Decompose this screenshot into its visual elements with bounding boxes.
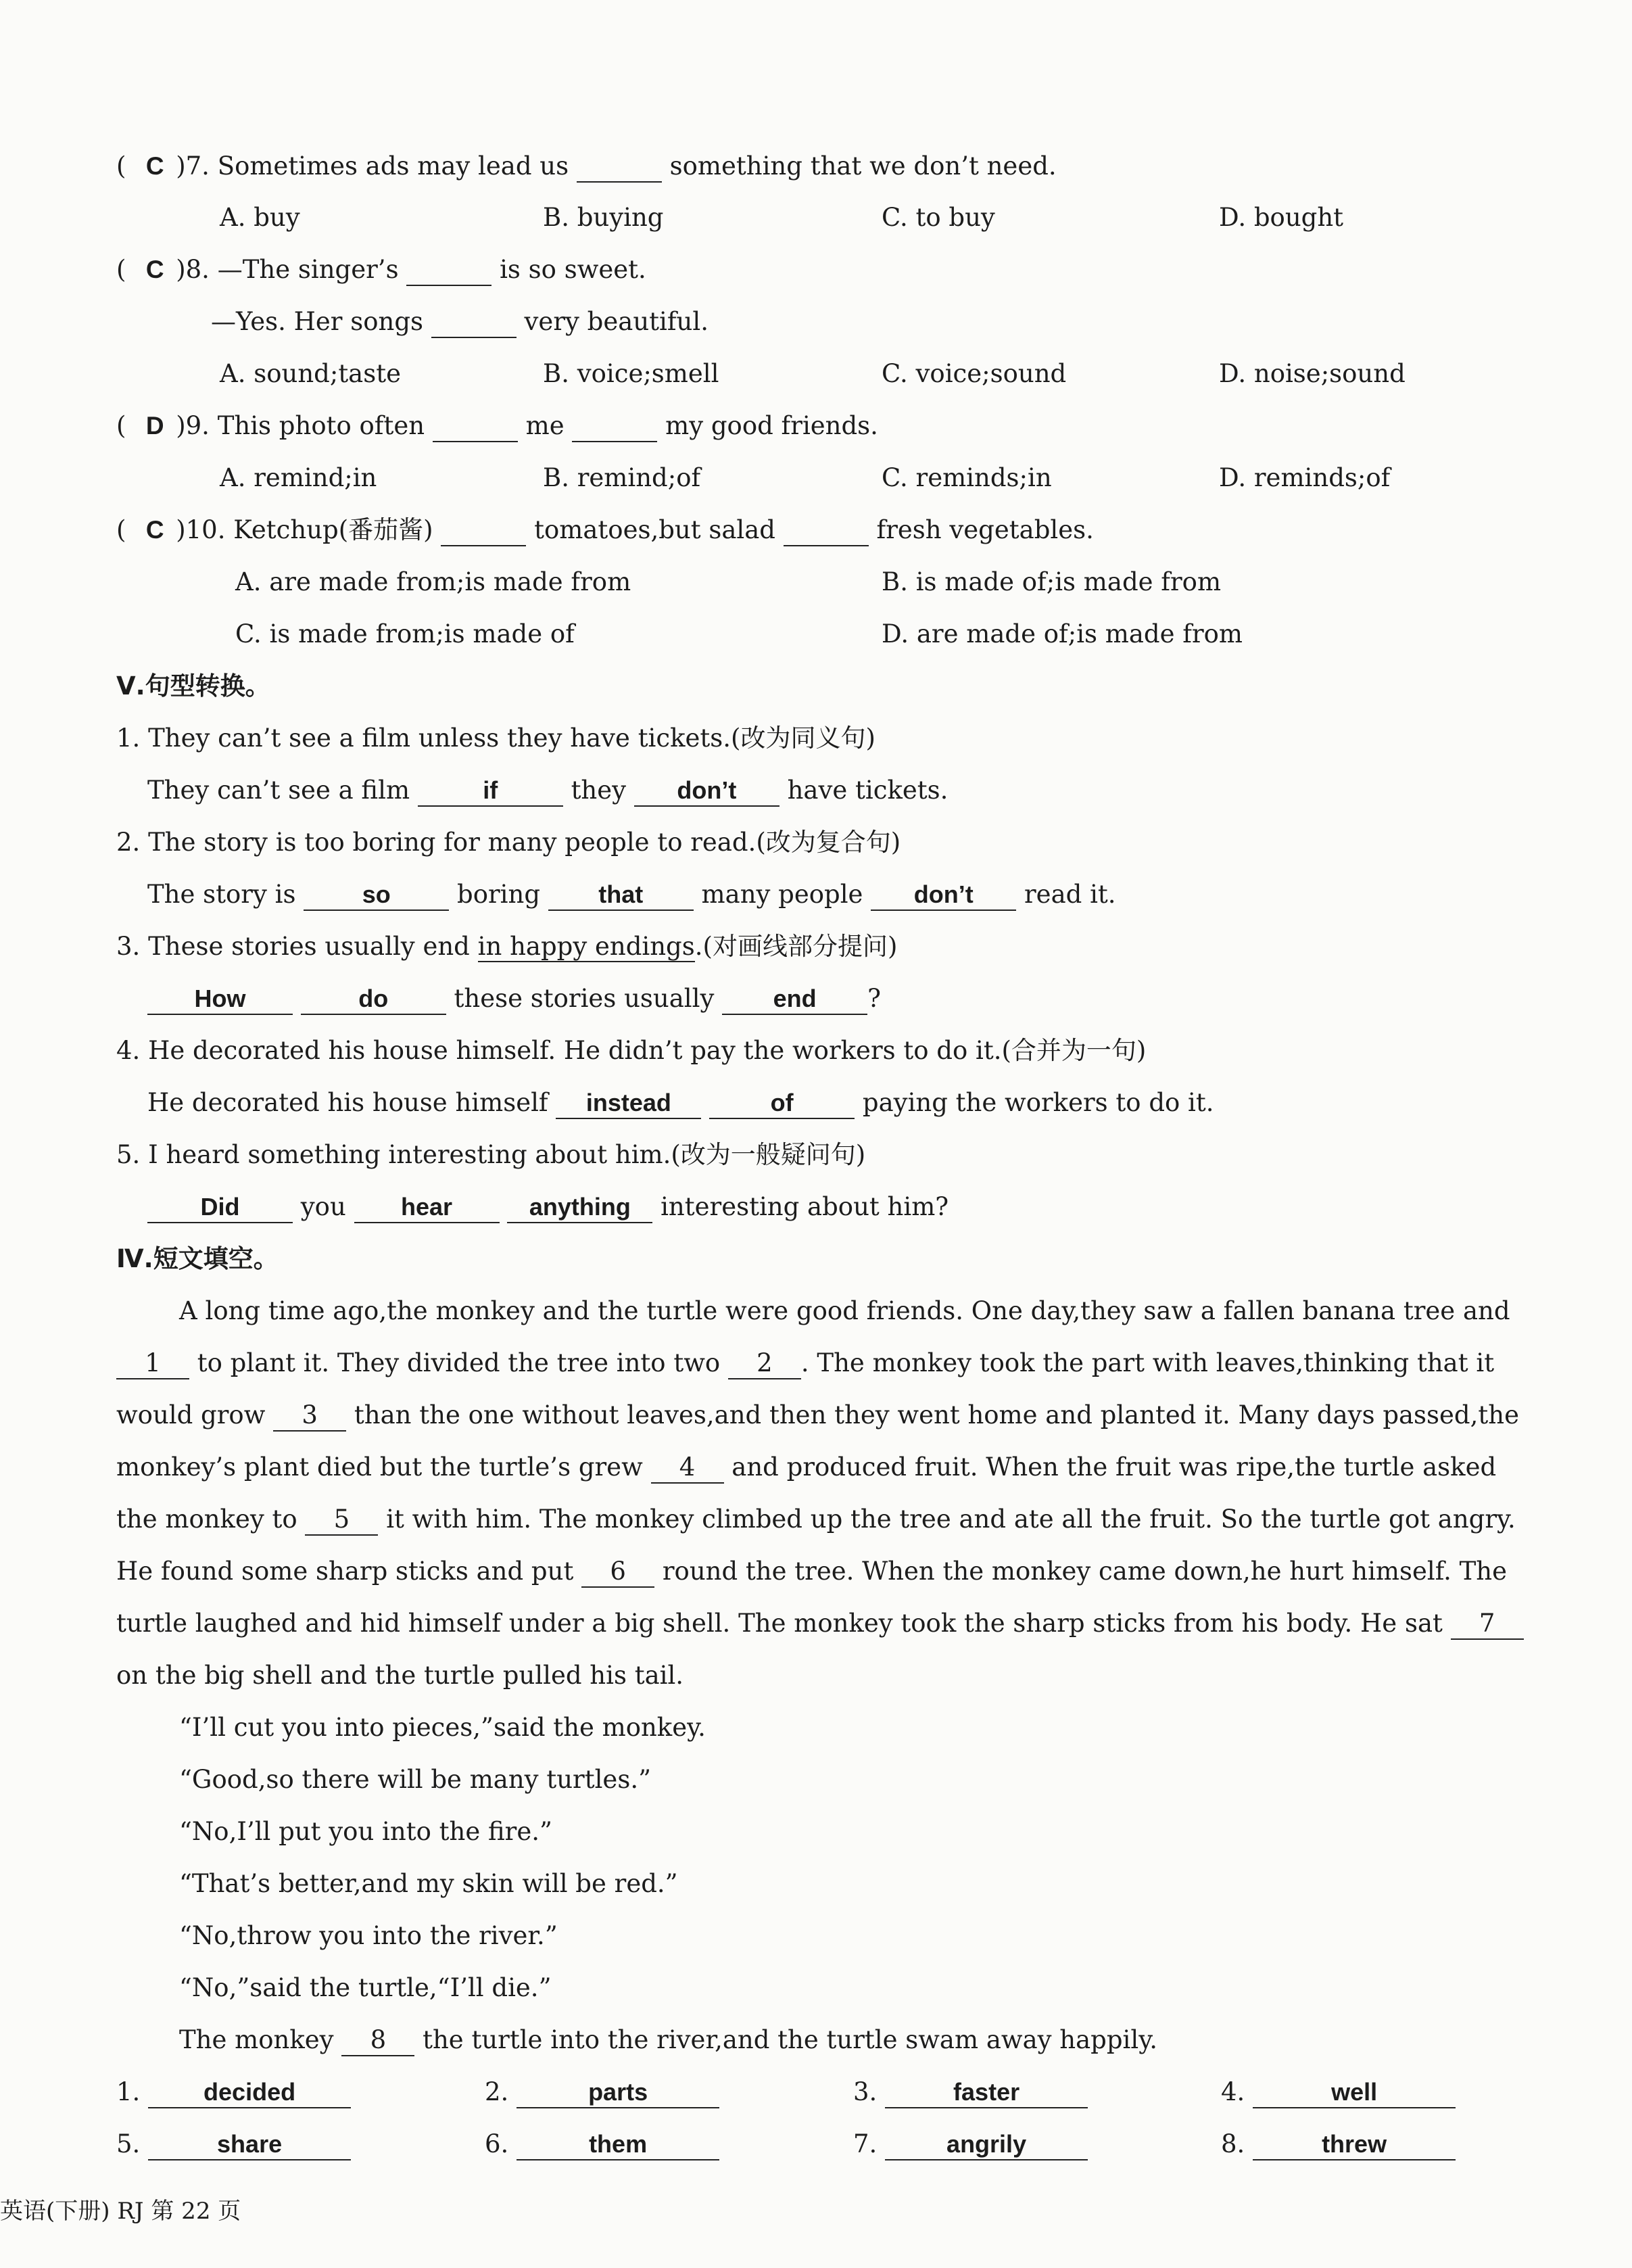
blank	[431, 307, 517, 338]
transform-q5-answer: Did you hear anything interesting about him?	[147, 1191, 949, 1223]
answer-item: 3. faster	[853, 2076, 1088, 2108]
passage-blank: 1	[116, 1348, 189, 1379]
option: B. buying	[543, 203, 664, 232]
mc-question-7: ( C )7. Sometimes ads may lead us something that we don’t need.	[116, 150, 1057, 183]
passage-line: 1 to plant it. They divided the tree into two 2 . The monkey took the part with leaves,thinking that it	[116, 1347, 1494, 1379]
answer-blank: hear	[354, 1192, 500, 1223]
passage-blank: 7	[1451, 1609, 1524, 1640]
answer-blank: How	[147, 984, 293, 1015]
answer-blank: if	[418, 776, 563, 807]
mc-answer: C	[145, 256, 164, 283]
blank	[572, 411, 657, 442]
option: C. reminds;in	[882, 463, 1052, 492]
passage-line: the monkey to 5 it with him. The monkey climbed up the tree and ate all the fruit. So the turtle got angry.	[116, 1503, 1516, 1536]
transform-q3-prompt: 3. These stories usually end in happy endings.(对画线部分提问)	[116, 932, 898, 961]
answer-blank: threw	[1253, 2129, 1456, 2160]
transform-q2-prompt: 2. The story is too boring for many people to read.(改为复合句)	[116, 828, 901, 857]
answer-blank: don’t	[634, 776, 779, 807]
passage-blank: 3	[273, 1400, 346, 1432]
transform-q5-prompt: 5. I heard something interesting about him.(改为一般疑问句)	[116, 1140, 866, 1169]
answer-blank: end	[722, 984, 867, 1015]
option: C. to buy	[882, 203, 995, 232]
answer-item: 2. parts	[485, 2076, 719, 2108]
blank	[406, 255, 491, 286]
option: C. is made from;is made of	[235, 619, 575, 648]
transform-q1-answer: They can’t see a film if they don’t have tickets.	[147, 774, 948, 807]
passage-blank: 2	[728, 1348, 801, 1379]
page-footer: 英语(下册) RJ 第 22 页	[0, 2198, 241, 2225]
answer-blank: parts	[517, 2077, 719, 2108]
dialogue-line: “No,”said the turtle,“I’ll die.”	[179, 1973, 552, 2002]
passage-line: on the big shell and the turtle pulled his tail.	[116, 1661, 684, 1690]
dialogue-line: “I’ll cut you into pieces,”said the monkey.	[179, 1713, 706, 1742]
transform-q1-prompt: 1. They can’t see a film unless they have tickets.(改为同义句)	[116, 724, 875, 753]
transform-q3-answer: How do these stories usually end ?	[147, 983, 881, 1015]
option: B. voice;smell	[543, 359, 719, 388]
option: D. noise;sound	[1219, 359, 1406, 388]
passage-blank: 4	[651, 1452, 724, 1484]
answer-blank: do	[301, 984, 446, 1015]
mc-question-10: ( C )10. Ketchup(番茄酱) tomatoes,but salad fresh vegetables.	[116, 514, 1094, 546]
passage-line: turtle laughed and hid himself under a big shell. The monkey took the sharp sticks from his body. He sat 7	[116, 1607, 1524, 1640]
answer-blank: instead	[556, 1088, 701, 1119]
answer-blank: don’t	[871, 880, 1016, 911]
answer-item: 6. them	[485, 2128, 719, 2160]
passage-line: He found some sharp sticks and put 6 round the tree. When the monkey came down,he hurt himself. The	[116, 1555, 1507, 1588]
answer-blank: them	[517, 2129, 719, 2160]
answer-blank: of	[709, 1088, 855, 1119]
dialogue-line: “No,throw you into the river.”	[179, 1921, 558, 1950]
option: D. bought	[1219, 203, 1344, 232]
transform-q4-answer: He decorated his house himself instead of paying the workers to do it.	[147, 1087, 1214, 1119]
transform-q4-prompt: 4. He decorated his house himself. He didn’t pay the workers to do it.(合并为一句)	[116, 1036, 1147, 1065]
dialogue-line: “No,I’ll put you into the fire.”	[179, 1817, 552, 1846]
dialogue-line: “That’s better,and my skin will be red.”	[179, 1869, 678, 1898]
option: A. sound;taste	[220, 359, 401, 388]
option: B. remind;of	[543, 463, 701, 492]
answer-blank: decided	[148, 2077, 351, 2108]
answer-item: 7. angrily	[853, 2128, 1088, 2160]
answer-blank: faster	[885, 2077, 1088, 2108]
answer-blank: angrily	[885, 2129, 1088, 2160]
mc-question-8: ( C )8. —The singer’s is so sweet.	[116, 254, 646, 286]
option: C. voice;sound	[882, 359, 1067, 388]
option: D. are made of;is made from	[882, 619, 1243, 648]
blank	[784, 515, 869, 546]
mc-question-8-line2: —Yes. Her songs very beautiful.	[211, 306, 709, 338]
passage-line: monkey’s plant died but the turtle’s grew 4 and produced fruit. When the fruit was ripe,the turtle asked	[116, 1451, 1496, 1484]
answer-blank: Did	[147, 1192, 293, 1223]
underlined-phrase: in happy endings	[477, 932, 695, 961]
passage-blank: 5	[305, 1505, 378, 1536]
mc-answer: D	[145, 412, 164, 440]
option: A. buy	[220, 203, 300, 232]
mc-question-9: ( D )9. This photo often me my good friends.	[116, 410, 878, 442]
answer-blank: share	[148, 2129, 351, 2160]
blank	[577, 151, 662, 183]
passage-blank: 8	[341, 2025, 414, 2056]
answer-item: 5. share	[116, 2128, 351, 2160]
blank	[441, 515, 526, 546]
answer-blank: so	[304, 880, 449, 911]
answer-blank: well	[1253, 2077, 1456, 2108]
dialogue-line: “Good,so there will be many turtles.”	[179, 1765, 651, 1794]
option: B. is made of;is made from	[882, 567, 1222, 596]
mc-answer: C	[145, 152, 164, 180]
answer-blank: that	[548, 880, 694, 911]
section-title: Ⅴ.句型转换。	[116, 671, 270, 701]
answer-item: 4. well	[1221, 2076, 1456, 2108]
blank	[433, 411, 518, 442]
answer-blank: anything	[507, 1192, 652, 1223]
passage-blank: 6	[581, 1557, 654, 1588]
section-title: Ⅳ.短文填空。	[116, 1244, 279, 1273]
passage-line: A long time ago,the monkey and the turtle were good friends. One day,they saw a fallen banana tree and	[179, 1296, 1510, 1325]
passage-line: would grow 3 than the one without leaves,and then they went home and planted it. Many days passed,the	[116, 1399, 1519, 1432]
option: D. reminds;of	[1219, 463, 1391, 492]
answer-item: 1. decided	[116, 2076, 351, 2108]
option: A. remind;in	[220, 463, 377, 492]
passage-line: The monkey 8 the turtle into the river,and the turtle swam away happily.	[179, 2024, 1157, 2056]
mc-answer: C	[145, 516, 164, 544]
answer-item: 8. threw	[1221, 2128, 1456, 2160]
transform-q2-answer: The story is so boring that many people don’t read it.	[147, 878, 1116, 911]
option: A. are made from;is made from	[235, 567, 631, 596]
